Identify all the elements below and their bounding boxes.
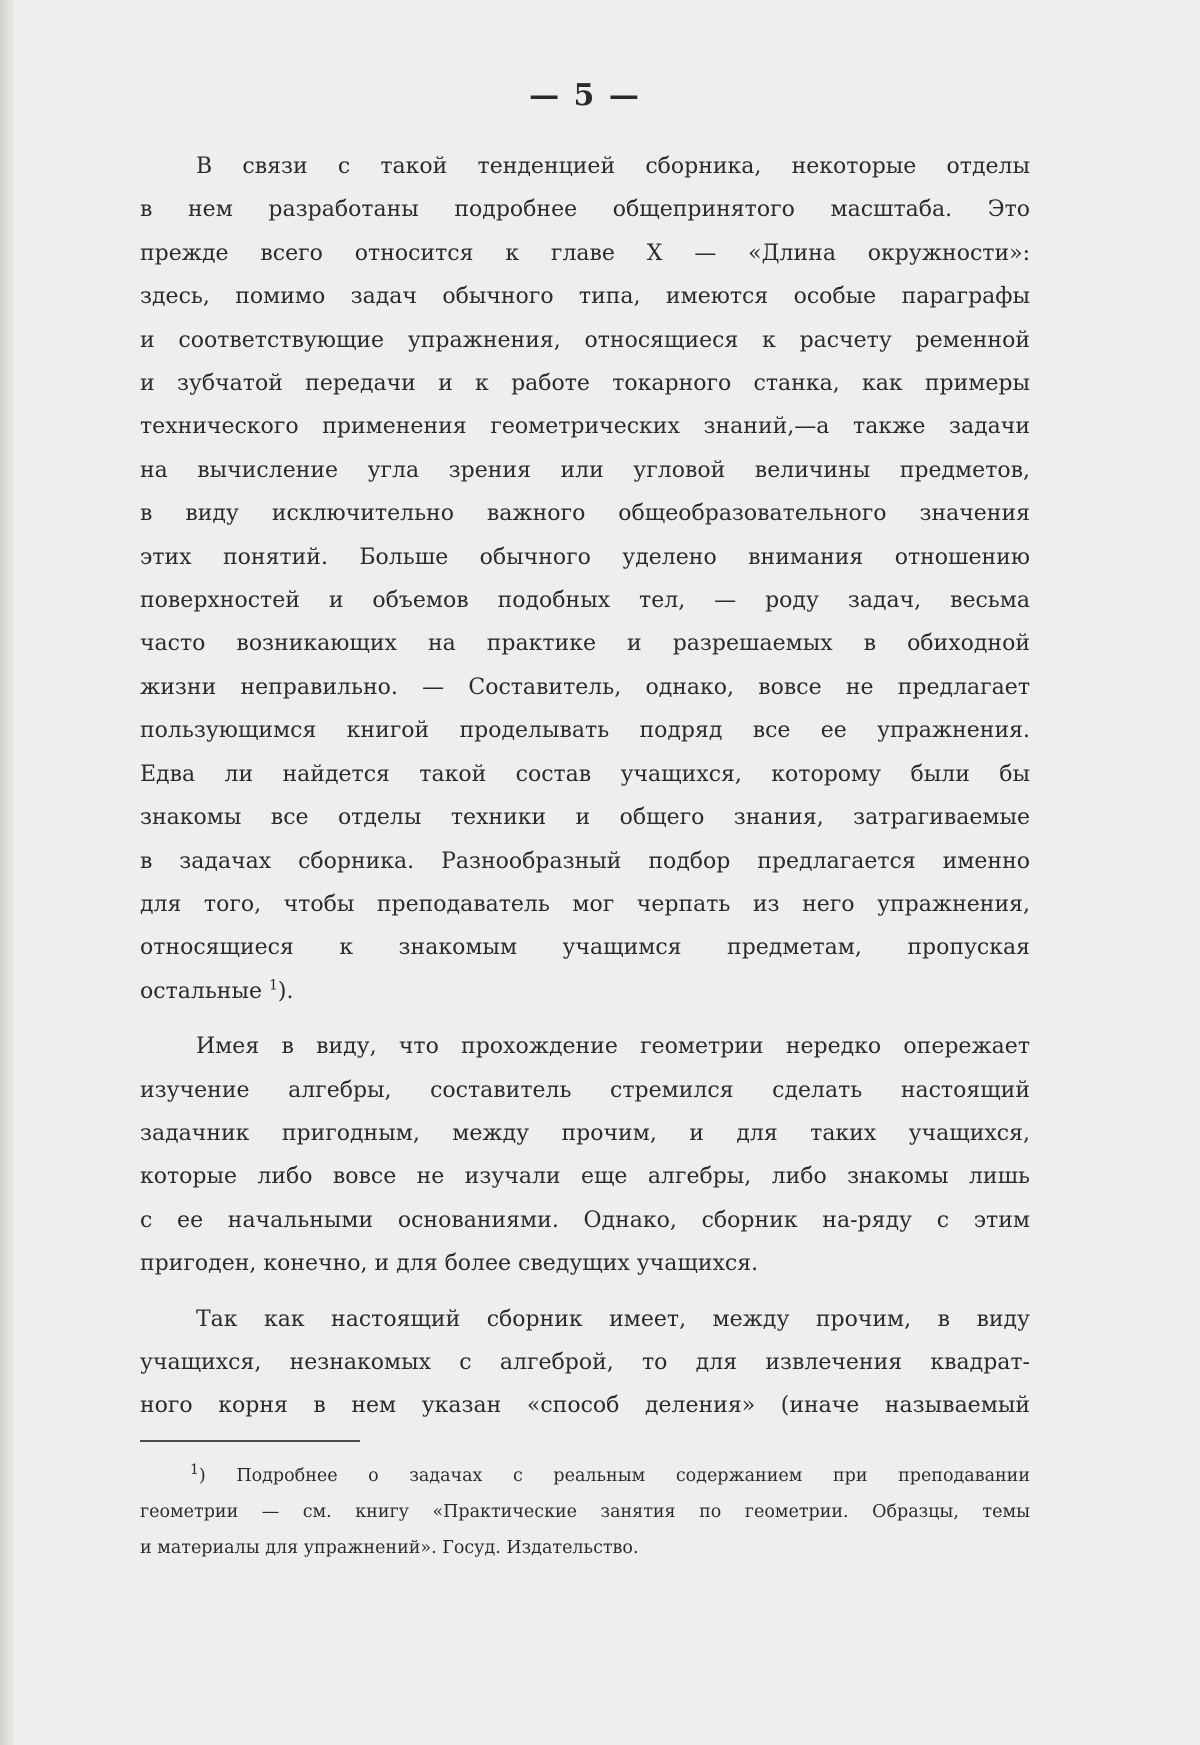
text-line: учащихся, незнакомых с алгеброй, то для извлечения квадрат- [140,1349,1030,1375]
text-fragment: остальные [140,978,262,1004]
text-line: относящиеся к знакомым учащимся предметам, пропуская [140,935,1030,961]
footnote-marker: 1 [190,1461,199,1478]
text-line: поверхностей и объемов подобных тел, — роду задач, весьма [140,588,1030,614]
page-edge-shadow [0,0,14,1745]
text-line: с ее начальными основаниями. Однако, сборник на-ряду с этим [140,1207,1030,1233]
text-line-last [140,970,1030,1013]
footnote-reference: 1 [269,977,278,994]
text-line: жизни неправильно. — Составитель, однако, вовсе не предлагает [140,674,1030,700]
footnote [140,1458,1030,1566]
text-line: на вычисление угла зрения или угловой величины предметов, [140,457,1030,483]
text-fragment: ). [277,978,294,1004]
text-line: этих понятий. Больше обычного уделено внимания отношению [140,544,1030,570]
text-line: в виду исключительно важного общеобразовательного значения [140,501,1030,527]
text-line: в задачах сборника. Разнообразный подбор предлагается именно [140,848,1030,874]
text-line: пользующимся книгой проделывать подряд все ее упражнения. [140,718,1030,744]
text-line: для того, чтобы преподаватель мог черпать из него упражнения, [140,891,1030,917]
text-line: и зубчатой передачи и к работе токарного станка, как примеры [140,371,1030,397]
text-line: изучение алгебры, составитель стремился сделать настоящий [140,1077,1030,1103]
text-line: ного корня в нем указан «способ деления» (иначе называемый [140,1393,1030,1419]
text-line: задачник пригодным, между прочим, и для таких учащихся, [140,1120,1030,1146]
text-line: которые либо вовсе не изучали еще алгебры, либо знакомы лишь [140,1164,1030,1190]
paragraph-2 [140,1025,1030,1285]
text-line: технического применения геометрических знаний,—а также задачи [140,414,1030,440]
paragraph-1 [140,145,1030,1013]
text-line: прежде всего относится к главе X — «Длина окружности»: [140,240,1030,266]
text-line: В связи с такой тенденцией сборника, некоторые отделы [196,154,1030,179]
text-line: и соответствующие упражнения, относящиеся к расчету ременной [140,327,1030,353]
footnote-line: и материалы для упражнений». Госуд. Издательство. [140,1537,639,1558]
text-line: в нем разработаны подробнее общепринятого масштаба. Это [140,197,1030,223]
page-number: — 5 — [529,78,641,113]
text-line: Едва ли найдется такой состав учащихся, которому были бы [140,761,1030,787]
footnote-line: геометрии — см. книгу «Практические занятия по геометрии. Образцы, темы [140,1501,1030,1522]
text-line: здесь, помимо задач обычного типа, имеются особые параграфы [140,284,1030,310]
text-line: Так как настоящий сборник имеет, между прочим, в виду [196,1306,1030,1332]
text-line: Имея в виду, что прохождение геометрии нередко опережает [196,1034,1030,1060]
paragraph-3 [140,1298,1030,1428]
footnote-separator [140,1440,360,1442]
text-line: пригоден, конечно, и для более сведущих учащихся. [140,1251,759,1277]
text-line: знакомы все отделы техники и общего знания, затрагиваемые [140,805,1030,831]
footnote-line [140,1458,1030,1494]
text-line: часто возникающих на практике и разрешаемых в обиходной [140,631,1030,657]
text-block [140,78,1030,1566]
text-fragment: ) Подробнее о задачах с реальным содержанием при преподавании [198,1465,1030,1486]
